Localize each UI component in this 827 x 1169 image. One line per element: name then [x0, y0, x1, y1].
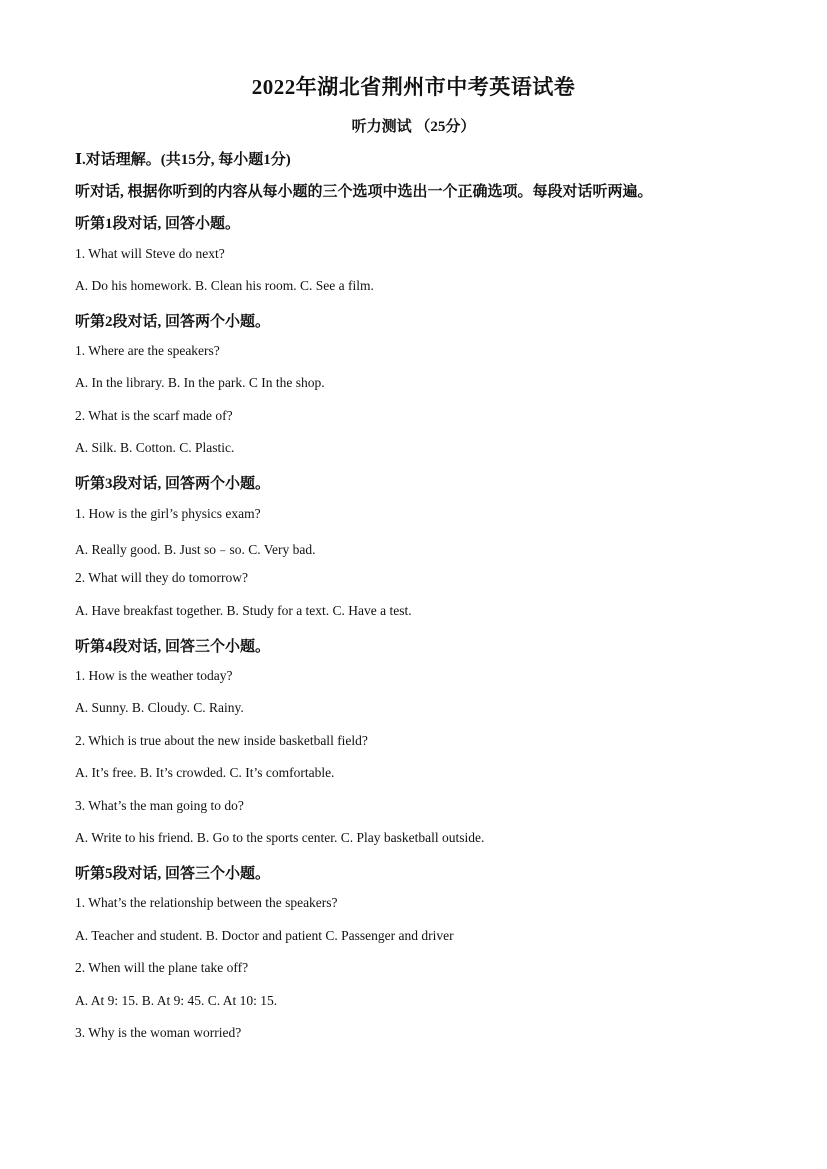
- question: 1. How is the girl’s physics exam?: [75, 506, 261, 521]
- question: 3. What’s the man going to do?: [75, 798, 244, 813]
- question: 2. Which is true about the new inside basketball field?: [75, 733, 368, 748]
- question: 2. What will they do tomorrow?: [75, 570, 248, 585]
- answer-options: A. In the library. B. In the park. C In the shop.: [75, 375, 325, 390]
- answer-options: A. Do his homework. B. Clean his room. C. See a film.: [75, 278, 374, 293]
- question: 3. Why is the woman worried?: [75, 1025, 242, 1040]
- answer-options: A. At 9: 15. B. At 9: 45. C. At 10: 15.: [75, 993, 278, 1008]
- answer-options: A. Have breakfast together. B. Study for a text. C. Have a test.: [75, 603, 412, 618]
- instructions: 听对话, 根据你听到的内容从每小题的三个选项中选出一个正确选项。每段对话听两遍。: [75, 184, 653, 200]
- question: 1. What will Steve do next?: [75, 246, 225, 261]
- answer-options: A. It’s free. B. It’s crowded. C. It’s comfortable.: [75, 765, 335, 780]
- section-heading: Ⅰ.对话理解。(共15分, 每小题1分): [75, 152, 291, 168]
- question: 2. When will the plane take off?: [75, 960, 249, 975]
- dialogue-heading: 听第1段对话, 回答小题。: [75, 216, 241, 232]
- answer-options: A. Really good. B. Just so﹣so. C. Very bad.: [75, 542, 316, 557]
- question: 1. How is the weather today?: [75, 668, 233, 683]
- answer-options: A. Write to his friend. B. Go to the sports center. C. Play basketball outside.: [75, 830, 485, 845]
- answer-options: A. Teacher and student. B. Doctor and patient C. Passenger and driver: [75, 928, 454, 943]
- section-subtitle: 听力测试 （25分）: [351, 119, 476, 135]
- page-title: 2022年湖北省荆州市中考英语试卷: [251, 75, 576, 99]
- question: 1. What’s the relationship between the speakers?: [75, 895, 338, 910]
- question: 2. What is the scarf made of?: [75, 408, 233, 423]
- answer-options: A. Sunny. B. Cloudy. C. Rainy.: [75, 700, 244, 715]
- question: 1. Where are the speakers?: [75, 343, 220, 358]
- dialogue-heading: 听第4段对话, 回答三个小题。: [75, 639, 271, 655]
- dialogue-heading: 听第2段对话, 回答两个小题。: [75, 314, 271, 330]
- dialogue-heading: 听第3段对话, 回答两个小题。: [75, 476, 271, 492]
- answer-options: A. Silk. B. Cotton. C. Plastic.: [75, 440, 235, 455]
- dialogue-heading: 听第5段对话, 回答三个小题。: [75, 866, 271, 882]
